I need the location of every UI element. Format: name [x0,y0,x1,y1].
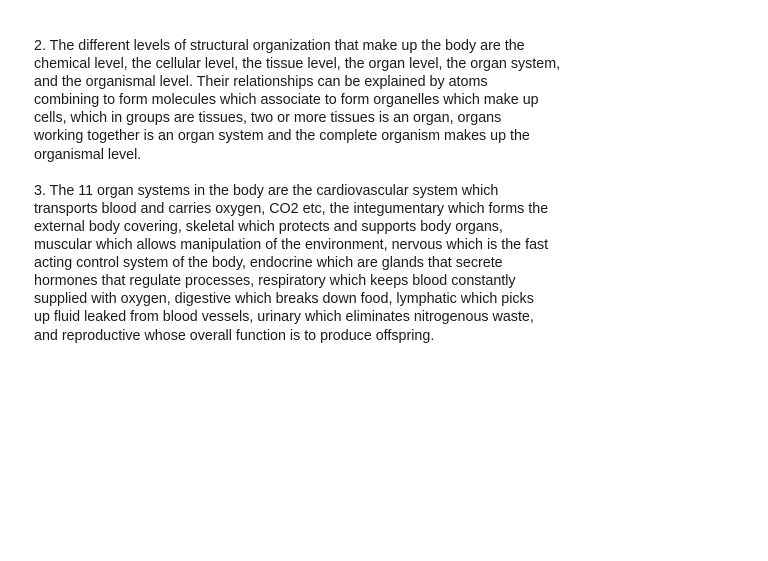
text-line: supplied with oxygen, digestive which breaks down food, lymphatic which picks [34,291,534,308]
text-line: hormones that regulate processes, respiratory which keeps blood constantly [34,273,516,290]
text-line: muscular which allows manipulation of the environment, nervous which is the fast [34,237,549,254]
text-line: working together is an organ system and the complete organism makes up the [34,128,530,145]
text-line: transports blood and carries oxygen, CO2 etc, the integumentary which forms the [34,200,549,217]
text-line: up fluid leaked from blood vessels, urinary which eliminates nitrogenous waste, [34,309,534,326]
text-line: and the organismal level. Their relationships can be explained by atoms [34,74,488,91]
text-line: external body covering, skeletal which protects and supports body organs, [34,218,503,235]
text-line: organismal level. [34,146,142,163]
text-line: cells, which in groups are tissues, two or more tissues is an organ, organs [34,110,502,127]
paragraph-levels-of-organization [34,37,574,164]
document-body [34,37,574,345]
text-line: combining to form molecules which associate to form organelles which make up [34,92,539,109]
text-line: and reproductive whose overall function is to produce offspring. [34,327,435,344]
text-line: acting control system of the body, endocrine which are glands that secrete [34,255,503,272]
text-line: chemical level, the cellular level, the tissue level, the organ level, the organ system, [34,56,561,73]
text-line: 2. The different levels of structural organization that make up the body are the [34,38,525,54]
text-line: 3. The 11 organ systems in the body are the cardiovascular system which [34,182,499,199]
paragraph-organ-systems [34,182,574,345]
